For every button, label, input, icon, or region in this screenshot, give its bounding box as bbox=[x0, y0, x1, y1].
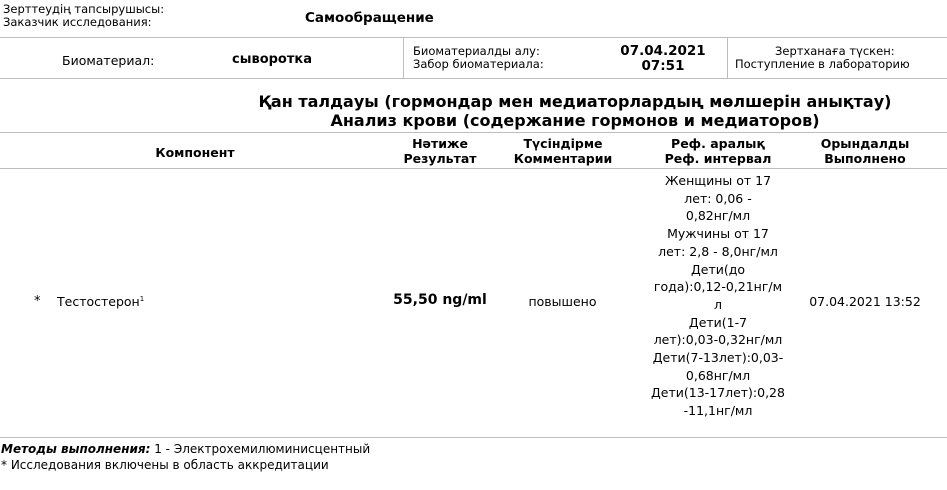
header-cell-divider bbox=[403, 38, 404, 78]
reference-line: лет: 2,8 - 8,0нг/мл bbox=[658, 243, 778, 259]
column-header-done-kz: Орындалды bbox=[820, 136, 910, 151]
column-header-comment-ru: Комментарии bbox=[513, 151, 613, 166]
column-header-done bbox=[800, 136, 930, 166]
column-header-result-ru: Результат bbox=[403, 151, 477, 166]
collection-label bbox=[413, 45, 613, 71]
reference-line: Дети(до bbox=[690, 261, 746, 277]
biomaterial-value: сыворотка bbox=[232, 52, 312, 67]
completed-datetime: 07.04.2021 13:52 bbox=[809, 294, 921, 309]
methods-label: Методы выполнения: bbox=[1, 442, 151, 456]
header-divider bbox=[0, 37, 947, 38]
collection-date: 07.04.2021 bbox=[620, 43, 706, 59]
column-header-reference bbox=[628, 136, 808, 166]
customer-value: Самообращение bbox=[305, 10, 434, 26]
reference-line: лет):0,03-0,32нг/мл bbox=[653, 332, 783, 348]
reference-line: Мужчины от 17 bbox=[667, 226, 769, 242]
footnote-marker: 1 bbox=[139, 294, 145, 303]
column-header-component: Компонент bbox=[155, 145, 235, 160]
reference-line: Дети(13-17лет):0,28 bbox=[651, 385, 785, 401]
header-divider bbox=[0, 78, 947, 79]
component-name-text: Тестостерон bbox=[57, 294, 140, 309]
report-title-kz: Қан талдауы (гормондар мен медиаторлардың мөлшерін анықтау) bbox=[258, 92, 892, 111]
column-header-result bbox=[380, 136, 500, 166]
reference-line: Женщины от 17 bbox=[664, 173, 772, 188]
reference-line: Дети(7-13лет):0,03- bbox=[652, 350, 784, 366]
received-label bbox=[735, 45, 947, 71]
reference-line: года):0,12-0,21нг/м bbox=[653, 279, 783, 295]
reference-line: л bbox=[714, 296, 722, 312]
collection-label-kz: Биоматериалды алу: bbox=[413, 44, 540, 58]
customer-label bbox=[3, 3, 203, 29]
collection-label-ru: Забор биоматериала: bbox=[413, 57, 544, 71]
table-header-border bbox=[0, 168, 947, 169]
header-cell-divider bbox=[727, 38, 728, 78]
column-header-reference-kz: Реф. аралық bbox=[671, 136, 765, 151]
reference-line: 0,82нг/мл bbox=[685, 208, 751, 224]
biomaterial-label: Биоматериал: bbox=[62, 53, 155, 68]
comment-value: повышено bbox=[528, 294, 597, 309]
accreditation-star: * bbox=[34, 294, 41, 309]
methods-value: 1 - Электрохемилюминисцентный bbox=[150, 442, 371, 456]
methods-note bbox=[1, 442, 370, 456]
customer-label-kz: Зерттеудің тапсырушысы: bbox=[3, 2, 165, 16]
column-header-result-kz: Нәтиже bbox=[412, 136, 468, 151]
collection-time: 07:51 bbox=[641, 58, 685, 74]
report-title-ru: Анализ крови (содержание гормонов и медиаторов) bbox=[330, 111, 820, 130]
column-header-comment bbox=[507, 136, 619, 166]
reference-line: лет: 0,06 - bbox=[684, 190, 752, 206]
column-header-comment-kz: Түсіндірме bbox=[523, 136, 603, 151]
table-bottom-border bbox=[0, 437, 947, 438]
reference-line: -11,1нг/мл bbox=[683, 403, 753, 419]
reference-interval bbox=[628, 172, 808, 420]
table-top-border bbox=[0, 132, 947, 133]
column-header-done-ru: Выполнено bbox=[824, 151, 906, 166]
received-label-ru: Поступление в лабораторию bbox=[735, 57, 910, 71]
result-value: 55,50 ng/ml bbox=[393, 292, 487, 308]
component-name bbox=[57, 294, 144, 309]
reference-line: 0,68нг/мл bbox=[685, 367, 751, 383]
accreditation-note: * Исследования включены в область аккредитации bbox=[1, 458, 329, 472]
reference-line: Дети(1-7 bbox=[688, 314, 748, 330]
customer-label-ru: Заказчик исследования: bbox=[3, 15, 152, 29]
column-header-reference-ru: Реф. интервал bbox=[664, 151, 772, 166]
received-label-kz: Зертханаға түскен: bbox=[775, 44, 895, 58]
